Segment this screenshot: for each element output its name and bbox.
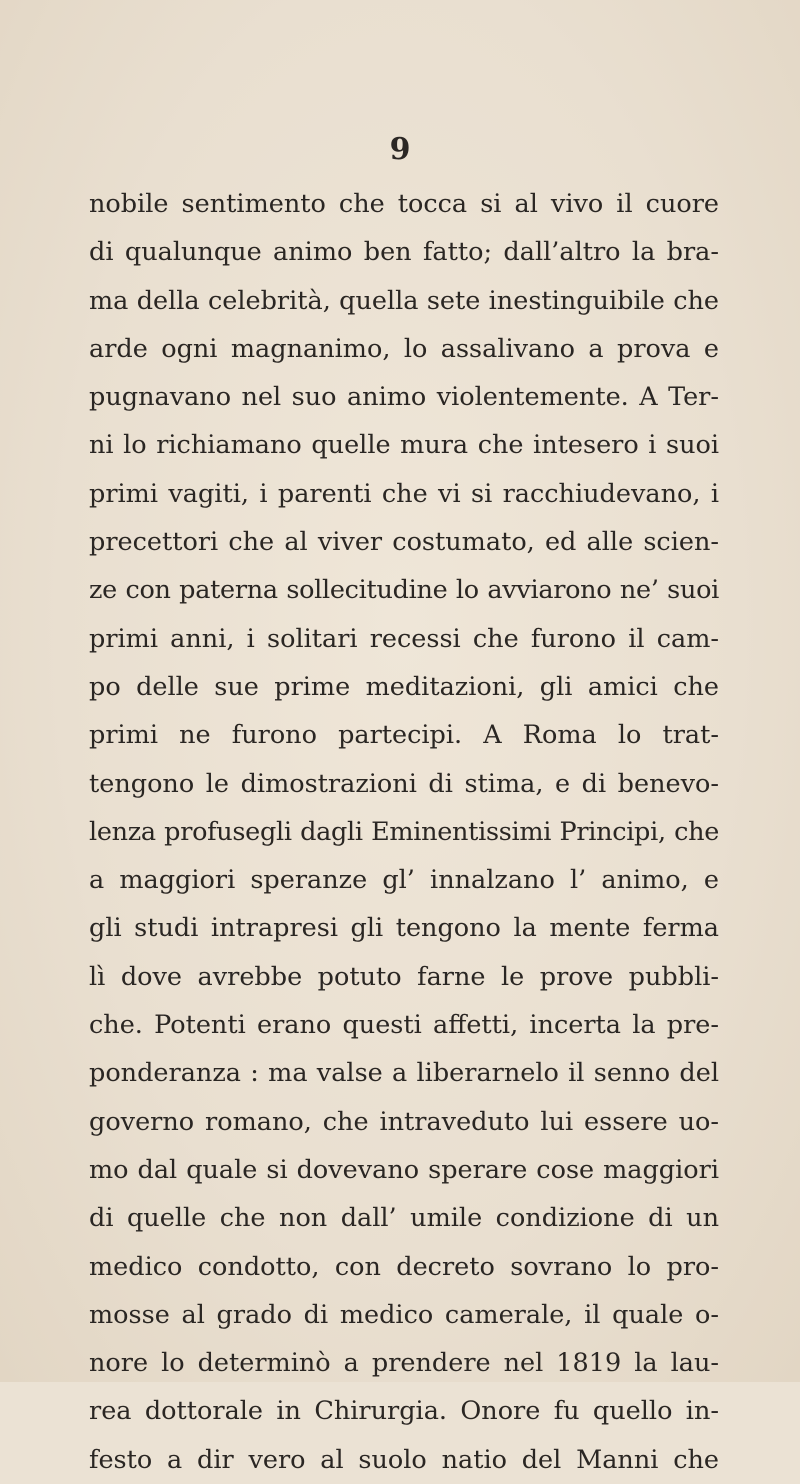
body-text (89, 180, 719, 1484)
text-line: ponderanza : ma valse a liberarnelo il senno del (89, 1058, 719, 1089)
text-line: mo dal quale si dovevano sperare cose maggiori (89, 1154, 719, 1185)
text-line: primi anni, i solitari recessi che furono il cam- (89, 623, 719, 654)
text-line: ni lo richiamano quelle mura che intesero i suoi (89, 430, 719, 461)
page-number: 9 (389, 132, 411, 167)
text-line: a maggiori speranze gl’ innalzano l’ animo, e (89, 865, 719, 896)
text-line: arde ogni magnanimo, lo assalivano a prova e (89, 333, 719, 364)
text-line: pugnavano nel suo animo violentemente. A Ter- (89, 382, 719, 413)
text-line: di qualunque animo ben fatto; dall’altro la bra- (89, 237, 719, 268)
text-line: tengono le dimostrazioni di stima, e di benevo- (89, 768, 719, 799)
text-line: nobile sentimento che tocca si al vivo il cuore (89, 189, 719, 219)
text-line: ze con paterna sollecitudine lo avviarono ne’ suoi (89, 575, 719, 606)
text-line: primi vagiti, i parenti che vi si racchiudevano, i (89, 478, 719, 509)
text-line: che. Potenti erano questi affetti, incerta la pre- (89, 1010, 719, 1041)
text-line: mosse al grado di medico camerale, il quale o- (89, 1299, 719, 1330)
text-line: ma della celebrità, quella sete inestinguibile che (89, 285, 719, 316)
text-line: lì dove avrebbe potuto farne le prove pubbli- (89, 961, 719, 992)
text-line: lenza profusegli dagli Eminentissimi Principi, che (89, 816, 719, 847)
text-line: festo a dir vero al suolo natio del Manni che (89, 1444, 719, 1475)
text-line: precettori che al viver costumato, ed alle scien- (89, 527, 719, 558)
text-line: nore lo determinò a prendere nel 1819 la lau- (89, 1348, 719, 1379)
text-line: governo romano, che intraveduto lui essere uo- (89, 1106, 719, 1137)
text-line: di quelle che non dall’ umile condizione di un (89, 1203, 719, 1234)
text-line: rea dottorale in Chirurgia. Onore fu quello in- (89, 1396, 719, 1427)
text-line: medico condotto, con decreto sovrano lo pro- (89, 1251, 719, 1282)
text-line: po delle sue prime meditazioni, gli amici che (89, 671, 719, 702)
text-line: gli studi intrapresi gli tengono la mente ferma (89, 913, 719, 944)
text-line: primi ne furono partecipi. A Roma lo trat- (89, 720, 719, 751)
